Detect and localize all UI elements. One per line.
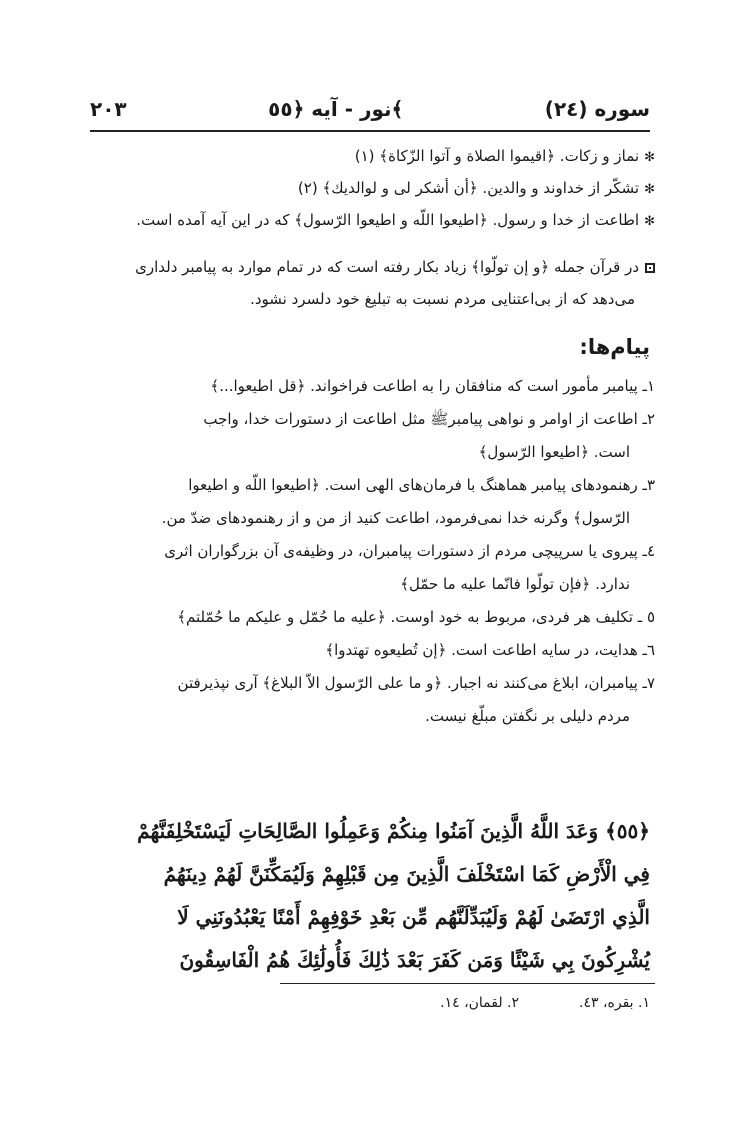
footnote-1: ١. بقره، ٤٣. [579, 995, 650, 1011]
header-title: نور - آیه ﴿٥٥﴾ [268, 97, 404, 121]
message-line: ٣ـ رهنمودهای پیامبر هماهنگ با فرمان‌های الهی است. ﴿اطیعوا اللّه و اطیعوا [188, 476, 655, 494]
verse-line: الَّذِي ارْتَضَىٰ لَهُمْ وَلَيُبَدِّلَنَّهُم مِّن بَعْدِ خَوْفِهِمْ أَمْنًا يَعْبُدُونَنِي لَا [177, 905, 650, 929]
header-divider [90, 130, 650, 132]
message-line: مردم دلیلی بر نگفتن مبلّغ نیست. [425, 707, 630, 725]
verse-line: فِي الْأَرْضِ كَمَا اسْتَخْلَفَ الَّذِينَ مِن قَبْلِهِمْ وَلَيُمَكِّنَنَّ لَهُمْ دِينَهُمُ [163, 862, 650, 886]
verse-line: يُشْرِكُونَ بِي شَيْئًا وَمَن كَفَرَ بَعْدَ ذَٰلِكَ فَأُولَٰئِكَ هُمُ الْفَاسِقُونَ [179, 948, 650, 972]
verse-line: ﴿٥٥﴾ وَعَدَ اللَّهُ الَّذِينَ آمَنُوا مِنكُمْ وَعَمِلُوا الصَّالِحَاتِ لَيَسْتَخْلِفَنَّهُمْ [137, 819, 650, 843]
footnote-divider [280, 983, 655, 984]
messages-heading: پیام‌ها: [579, 335, 650, 359]
quran-verse [90, 810, 650, 982]
message-line: ندارد. ﴿فإن تولّوا فانّما علیه ما حمّل﴾ [400, 575, 630, 593]
message-line: است. ﴿اطیعوا الرّسول﴾ [478, 443, 630, 461]
message-line: ٢ـ اطاعت از اوامر و نواهی پیامبرﷺ مثل اطاعت از دستورات خدا، واجب [203, 410, 655, 428]
page-number: ۲۰۳ [90, 97, 127, 121]
message-line: ٧ـ پیامبران، ابلاغ می‌کنند نه اجبار. ﴿و ما علی الرّسول الاّ البلاغ﴾ آری نپذیرفتن [177, 674, 655, 692]
asterisk-icon: ✻ [644, 150, 655, 165]
bullet-list [85, 140, 655, 236]
asterisk-icon: ✻ [644, 214, 655, 229]
messages-list [85, 370, 655, 733]
note-square-icon [645, 263, 655, 273]
message-line: ١ـ پیامبر مأمور است که منافقان را به اطاعت فراخواند. ﴿قل اطیعوا...﴾ [210, 377, 655, 395]
message-line: ٥ ـ تکلیف هر فردی، مربوط به خود اوست. ﴿علیه ما حُمّل و علیکم ما حُمّلتم﴾ [177, 608, 655, 626]
asterisk-icon: ✻ [644, 182, 655, 197]
footnotes [440, 995, 650, 1011]
note-paragraph: در قرآن جمله ﴿و إن تولّوا﴾ زیاد بکار رفته است که در تمام موارد به پیامبر دلداری می‌دهد که از بی‌اعتنایی مردم نسبت به تبلیغ خود دلسرد نشود. [85, 251, 655, 315]
header-surah: سوره (٢٤) [544, 97, 650, 121]
bullet-item: ✻نماز و زکات. ﴿اقیموا الصلاة و آتوا الزّکاة﴾ (۱) [354, 147, 655, 165]
footnote-2: ٢. لقمان، ١٤. [440, 995, 520, 1011]
message-line: ٦ـ هدایت، در سایه اطاعت است. ﴿إن تُطیعوه تهتدوا﴾ [325, 641, 655, 659]
message-line: ٤ـ پیروی یا سرپیچی مردم از دستورات پیامبران، در وظیفه‌ی آن بزرگواران اثری [164, 542, 655, 560]
page-header [90, 92, 650, 126]
message-line: الرّسول﴾ وگرنه خدا نمی‌فرمود، اطاعت کنید از من و از رهنمودهای ضدّ من. [161, 509, 630, 527]
bullet-item: ✻تشکّر از خداوند و والدین. ﴿أن أشکر لی و لوالدیك﴾ (۲) [297, 179, 655, 197]
bullet-item: ✻اطاعت از خدا و رسول. ﴿اطیعوا اللّه و اطیعوا الرّسول﴾ که در این آیه آمده است. [136, 211, 655, 229]
